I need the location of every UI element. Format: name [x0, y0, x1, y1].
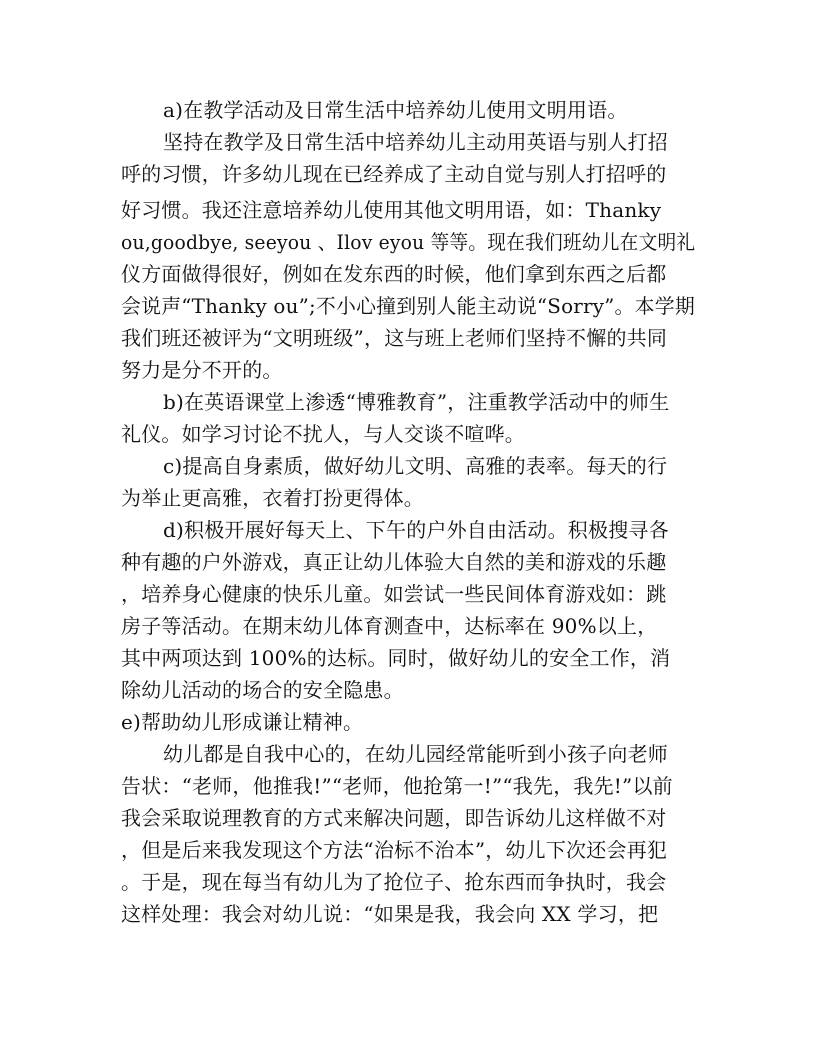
text-line: 这样处理：我会对幼儿说：“如果是我，我会向 XX 学习，把 — [121, 902, 659, 926]
text-line: 好习惯。我还注意培养幼儿使用其他文明用语，如：Thanky — [121, 198, 662, 222]
text-line: 呼的习惯，许多幼儿现在已经养成了主动自觉与别人打招呼的 — [121, 162, 667, 186]
text-line: 为举止更高雅，衣着打扮更得体。 — [121, 486, 424, 510]
text-line: a)在教学活动及日常生活中培养幼儿使用文明用语。 — [163, 98, 628, 122]
text-line: 坚持在教学及日常生活中培养幼儿主动用英语与别人打招 — [163, 130, 668, 154]
text-line: e)帮助幼儿形成谦让精神。 — [121, 710, 364, 734]
text-line: 房子等活动。在期末幼儿体育测查中，达标率在 90%以上， — [121, 614, 658, 638]
text-line: 幼儿都是自我中心的，在幼儿园经常能听到小孩子向老师 — [163, 742, 668, 766]
text-line: ，培养身心健康的快乐儿童。如尝试一些民间体育游戏如：跳 — [121, 582, 667, 606]
text-line: 其中两项达到 100%的达标。同时，做好幼儿的安全工作，消 — [121, 646, 671, 670]
text-line: 礼仪。如学习讨论不扰人，与人交谈不喧哗。 — [121, 422, 525, 446]
text-line: b)在英语课堂上渗透“博雅教育”，注重教学活动中的师生 — [163, 390, 670, 414]
text-line: 除幼儿活动的场合的安全隐患。 — [121, 678, 404, 702]
text-line: 告状：“老师，他推我!”“老师，他抢第一!”“我先，我先!”以前 — [121, 774, 673, 798]
text-line: c)提高自身素质，做好幼儿文明、高雅的表率。每天的行 — [163, 454, 668, 478]
text-line: ，但是后来我发现这个方法“治标不治本”，幼儿下次还会再犯 — [121, 838, 668, 862]
text-line: ou,goodbye, seeyou 、Ilov eyou 等等。现在我们班幼儿在文明礼 — [121, 230, 696, 254]
text-line: 努力是分不开的。 — [121, 358, 283, 382]
text-line: 我会采取说理教育的方式来解决问题，即告诉幼儿这样做不对 — [121, 806, 667, 830]
text-line: 仪方面做得很好，例如在发东西的时候，他们拿到东西之后都 — [121, 262, 667, 286]
text-line: 会说声“Thanky ou”;不小心撞到别人能主动说“Sorry”。本学期 — [121, 294, 695, 318]
text-line: 种有趣的户外游戏，真正让幼儿体验大自然的美和游戏的乐趣 — [121, 550, 667, 574]
text-line: 我们班还被评为“文明班级”，这与班上老师们坚持不懈的共同 — [121, 326, 668, 350]
text-line: d)积极开展好每天上、下午的户外自由活动。积极搜寻各 — [163, 518, 669, 542]
text-line: 。于是，现在每当有幼儿为了抢位子、抢东西而争执时，我会 — [121, 870, 667, 894]
